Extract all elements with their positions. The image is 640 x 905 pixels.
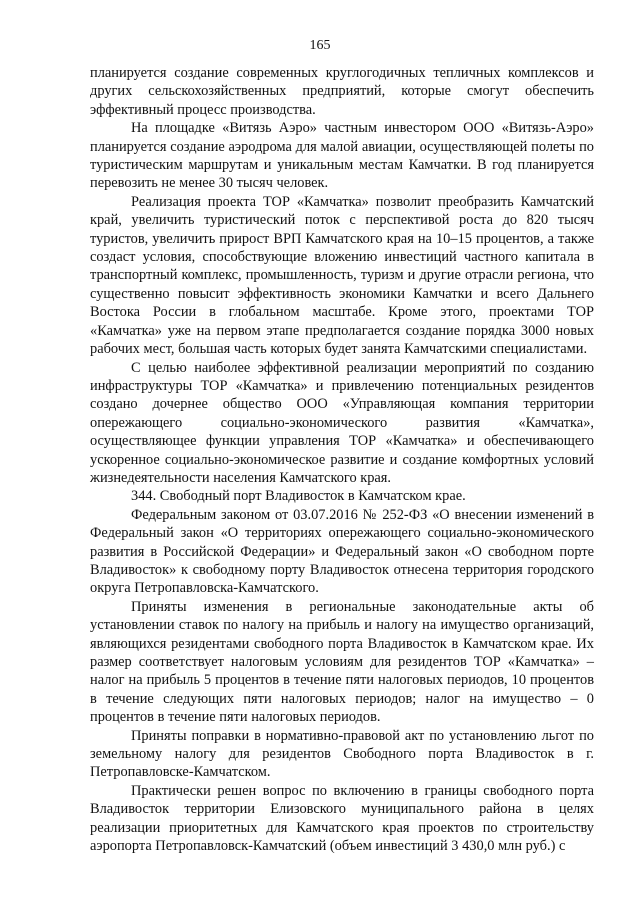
page-number: 165 — [309, 38, 331, 53]
paragraph: планируется создание современных круглогодичных тепличных комплексов и других сельскохозяйственных предприятий, которые смогут обеспечить эффективный процесс производства. — [90, 65, 594, 118]
body-text — [90, 64, 594, 855]
paragraph: Приняты поправки в нормативно-правовой акт по установлению льгот по земельному налогу для резидентов Свободного порта Владивосток в г. Петропавловске-Камчатском. — [90, 727, 594, 781]
paragraph: Приняты изменения в региональные законодательные акты об установлении ставок по налогу на прибыль и налогу на имущество организаций, являющихся резидентами свободного порта Владивосток в Камчатском крае. Их размер соответствует налоговым условиям для резидентов ТОР «Камчатка» – налог на прибыль 5 процентов в течение пяти налоговых периодов, 10 процентов в течение следующих пяти налоговых периодов; налог на имущество – 0 процентов в течение пяти налоговых периодов. — [90, 598, 594, 726]
paragraph: Практически решен вопрос по включению в границы свободного порта Владивосток территории Елизовского муниципального района в целях реализации приоритетных для Камчатского края проектов по строительству аэропорта Петропавловск-Камчатский (объем инвестиций 3 430,0 млн руб.) с — [90, 782, 594, 855]
section-heading: 344. Свободный порт Владивосток в Камчатском крае. — [131, 488, 466, 505]
paragraph: Реализация проекта ТОР «Камчатка» позволит преобразить Камчатский край, увеличить туристический поток с перспективой роста до 820 тысяч туристов, увеличить прирост ВРП Камчатского края на 10–15 процентов, а также создаст условия, способствующие вложению инвестиций частного капитала в транспортный комплекс, промышленность, туризм и другие отрасли региона, что существенно повысит эффективность экономики Камчатки и всего Дальнего Востока России в глобальном масштабе. Кроме этого, проектами ТОР «Камчатка» уже на первом этапе предполагается создание порядка 3000 новых рабочих мест, большая часть которых будет занята Камчатскими специалистами. — [90, 193, 594, 358]
paragraph: С целью наиболее эффективной реализации мероприятий по созданию инфраструктуры ТОР «Камчатка» и привлечению потенциальных резидентов создано дочернее общество ООО «Управляющая компания территории опережающего социально-экономического развития «Камчатка», осуществляющее функции управления ТОР «Камчатка» и обеспечивающего ускоренное социально-экономическое развитие и создание комфортных условий жизнедеятельности населения Камчатского края. — [90, 359, 594, 486]
paragraph: Федеральным законом от 03.07.2016 № 252-ФЗ «О внесении изменений в Федеральный закон «О территориях опережающего социально-экономического развития в Российской Федерации» и Федеральный закон «О свободном порте Владивосток» к свободному порту Владивосток отнесена территория городского округа Петропавловска-Камчатского. — [90, 506, 594, 597]
paragraph: На площадке «Витязь Аэро» частным инвестором ООО «Витязь-Аэро» планируется создание аэродрома для малой авиации, осуществляющей полеты по туристическим маршрутам и уникальным местам Камчатки. В год планируется перевозить не менее 30 тысяч человек. — [90, 120, 594, 192]
